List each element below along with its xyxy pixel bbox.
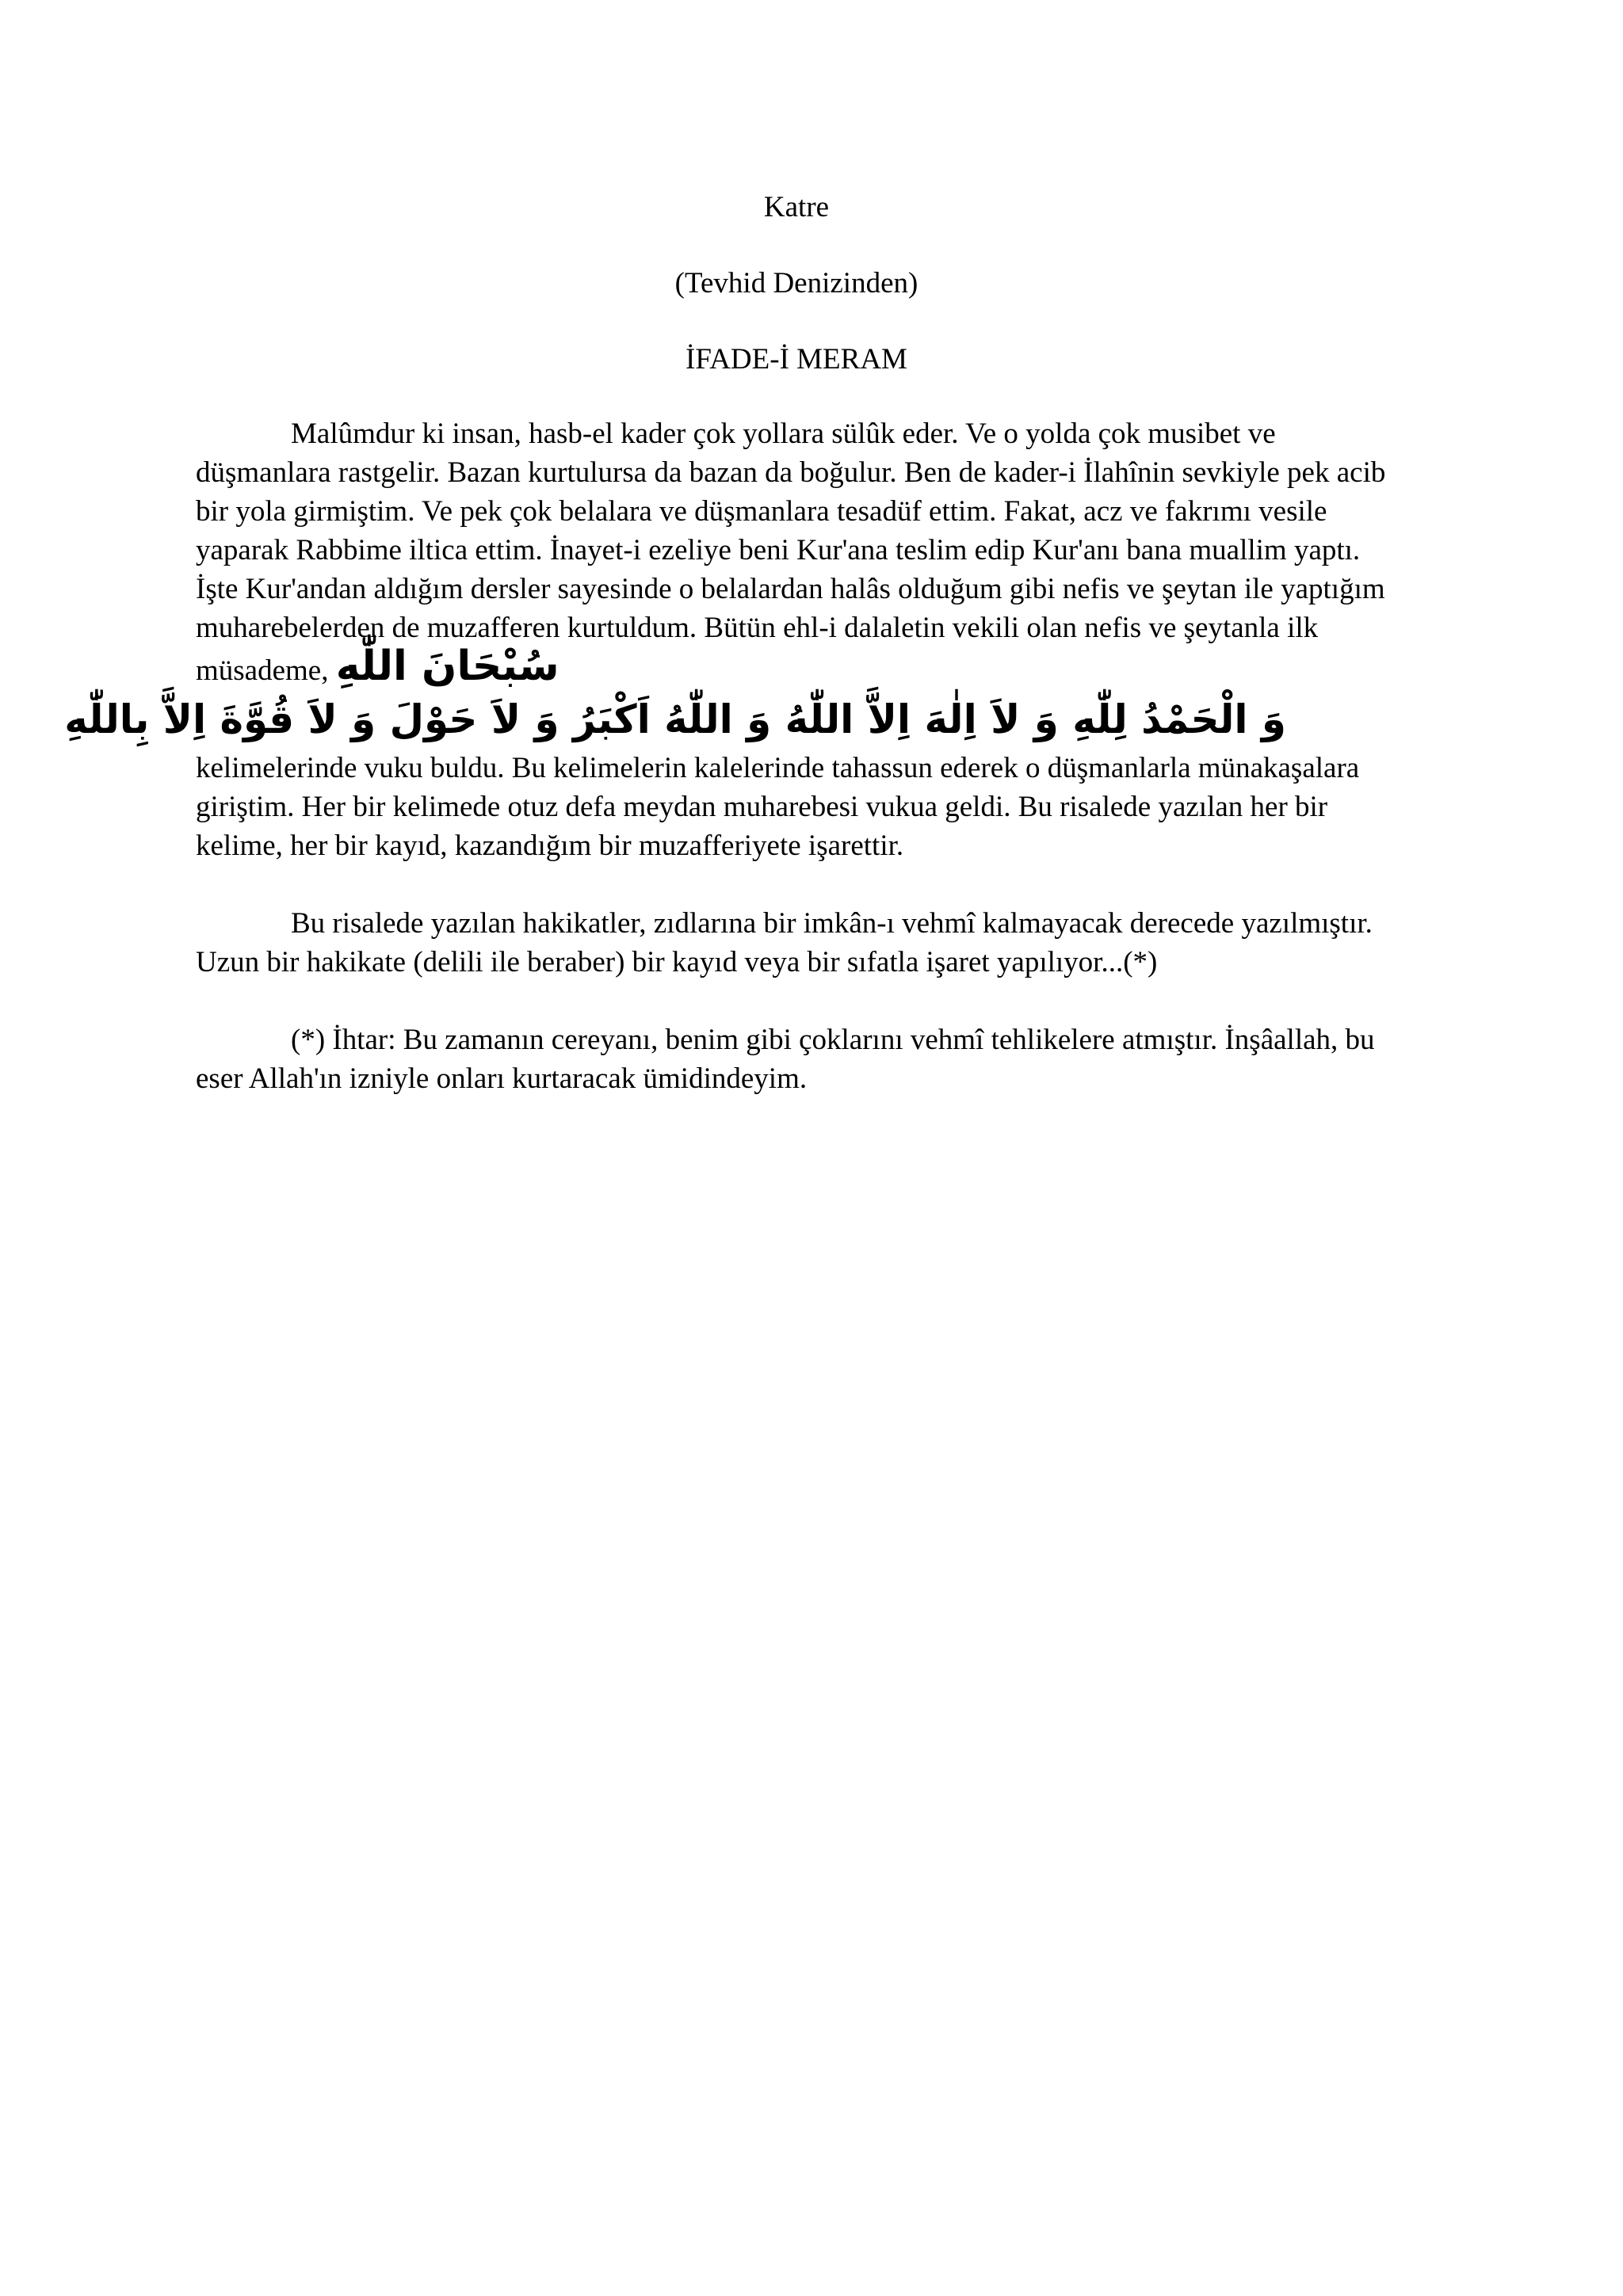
paragraph1-text-before-arabic: Malûmdur ki insan, hasb-el kader çok yollara sülûk eder. Ve o yolda çok musibet ve düşmanlara rastgelir. Bazan kurtulursa da bazan da boğulur. Ben de kader-i İlahînin sevkiyle pek acib bir yola girmiştim. Ve pek çok belalara ve düşmanlara tesadüf ettim. Fakat, acz ve fakrımı vesile yaparak Rabbime iltica ettim. İnayet-i ezeliye beni Kur'ana teslim edip Kur'anı bana muallim yaptı. İşte Kur'andan aldığım dersler sayesinde o belalardan halâs olduğum gibi nefis ve şeytan ile yaptığım muharebelerden de muzafferen kurtuldum. Bütün ehl-i dalaletin vekili olan nefis ve şeytanla ilk müsademe,	[196, 418, 1386, 687]
paragraph1-text-after-arabic: kelimelerinde vuku buldu. Bu kelimelerin kalelerinde tahassun ederek o düşmanlarla münakaşalara giriştim. Her bir kelimede otuz defa meydan muharebesi vukua geldi. Bu risalede yazılan her bir kelime, her bir kayıd, kazandığım bir muzafferiyete işarettir.	[196, 752, 1360, 862]
paragraph-ihtar-footnote: (*) İhtar: Bu zamanın cereyanı, benim gibi çoklarını vehmî tehlikelere atmıştır. İnşâallah, bu eser Allah'ın izniyle onları kurtaracak ümidindeyim.	[196, 1024, 1375, 1095]
document-title: Katre	[763, 191, 830, 223]
arabic-tesbih-inline: سُبْحَانَ اللّٰهِ	[335, 643, 559, 690]
document-subtitle: (Tevhid Denizinden)	[674, 267, 918, 299]
document-content	[64, 188, 1397, 1098]
paragraph-ifade-i-meram	[64, 414, 1397, 865]
section-heading: İFADE-İ MERAM	[685, 343, 907, 376]
paragraph-hakikatler: Bu risalede yazılan hakikatler, zıdlarına bir imkân-ı vehmî kalmayacak derecede yazılmıştır. Uzun bir hakikate (delili ile beraber) bir kayıd veya bir sıfatla işaret yapılıyor...(*)	[196, 907, 1373, 978]
arabic-tesbih-line: وَ الْحَمْدُ لِلّٰهِ وَ لاَ اِلٰهَ اِلاَّ اللّٰهُ وَ اللّٰهُ اَكْبَرُ وَ لاَ حَوْلَ وَ لاَ قُوَّةَ اِلاَّ بِاللّٰهِ	[64, 696, 1286, 742]
